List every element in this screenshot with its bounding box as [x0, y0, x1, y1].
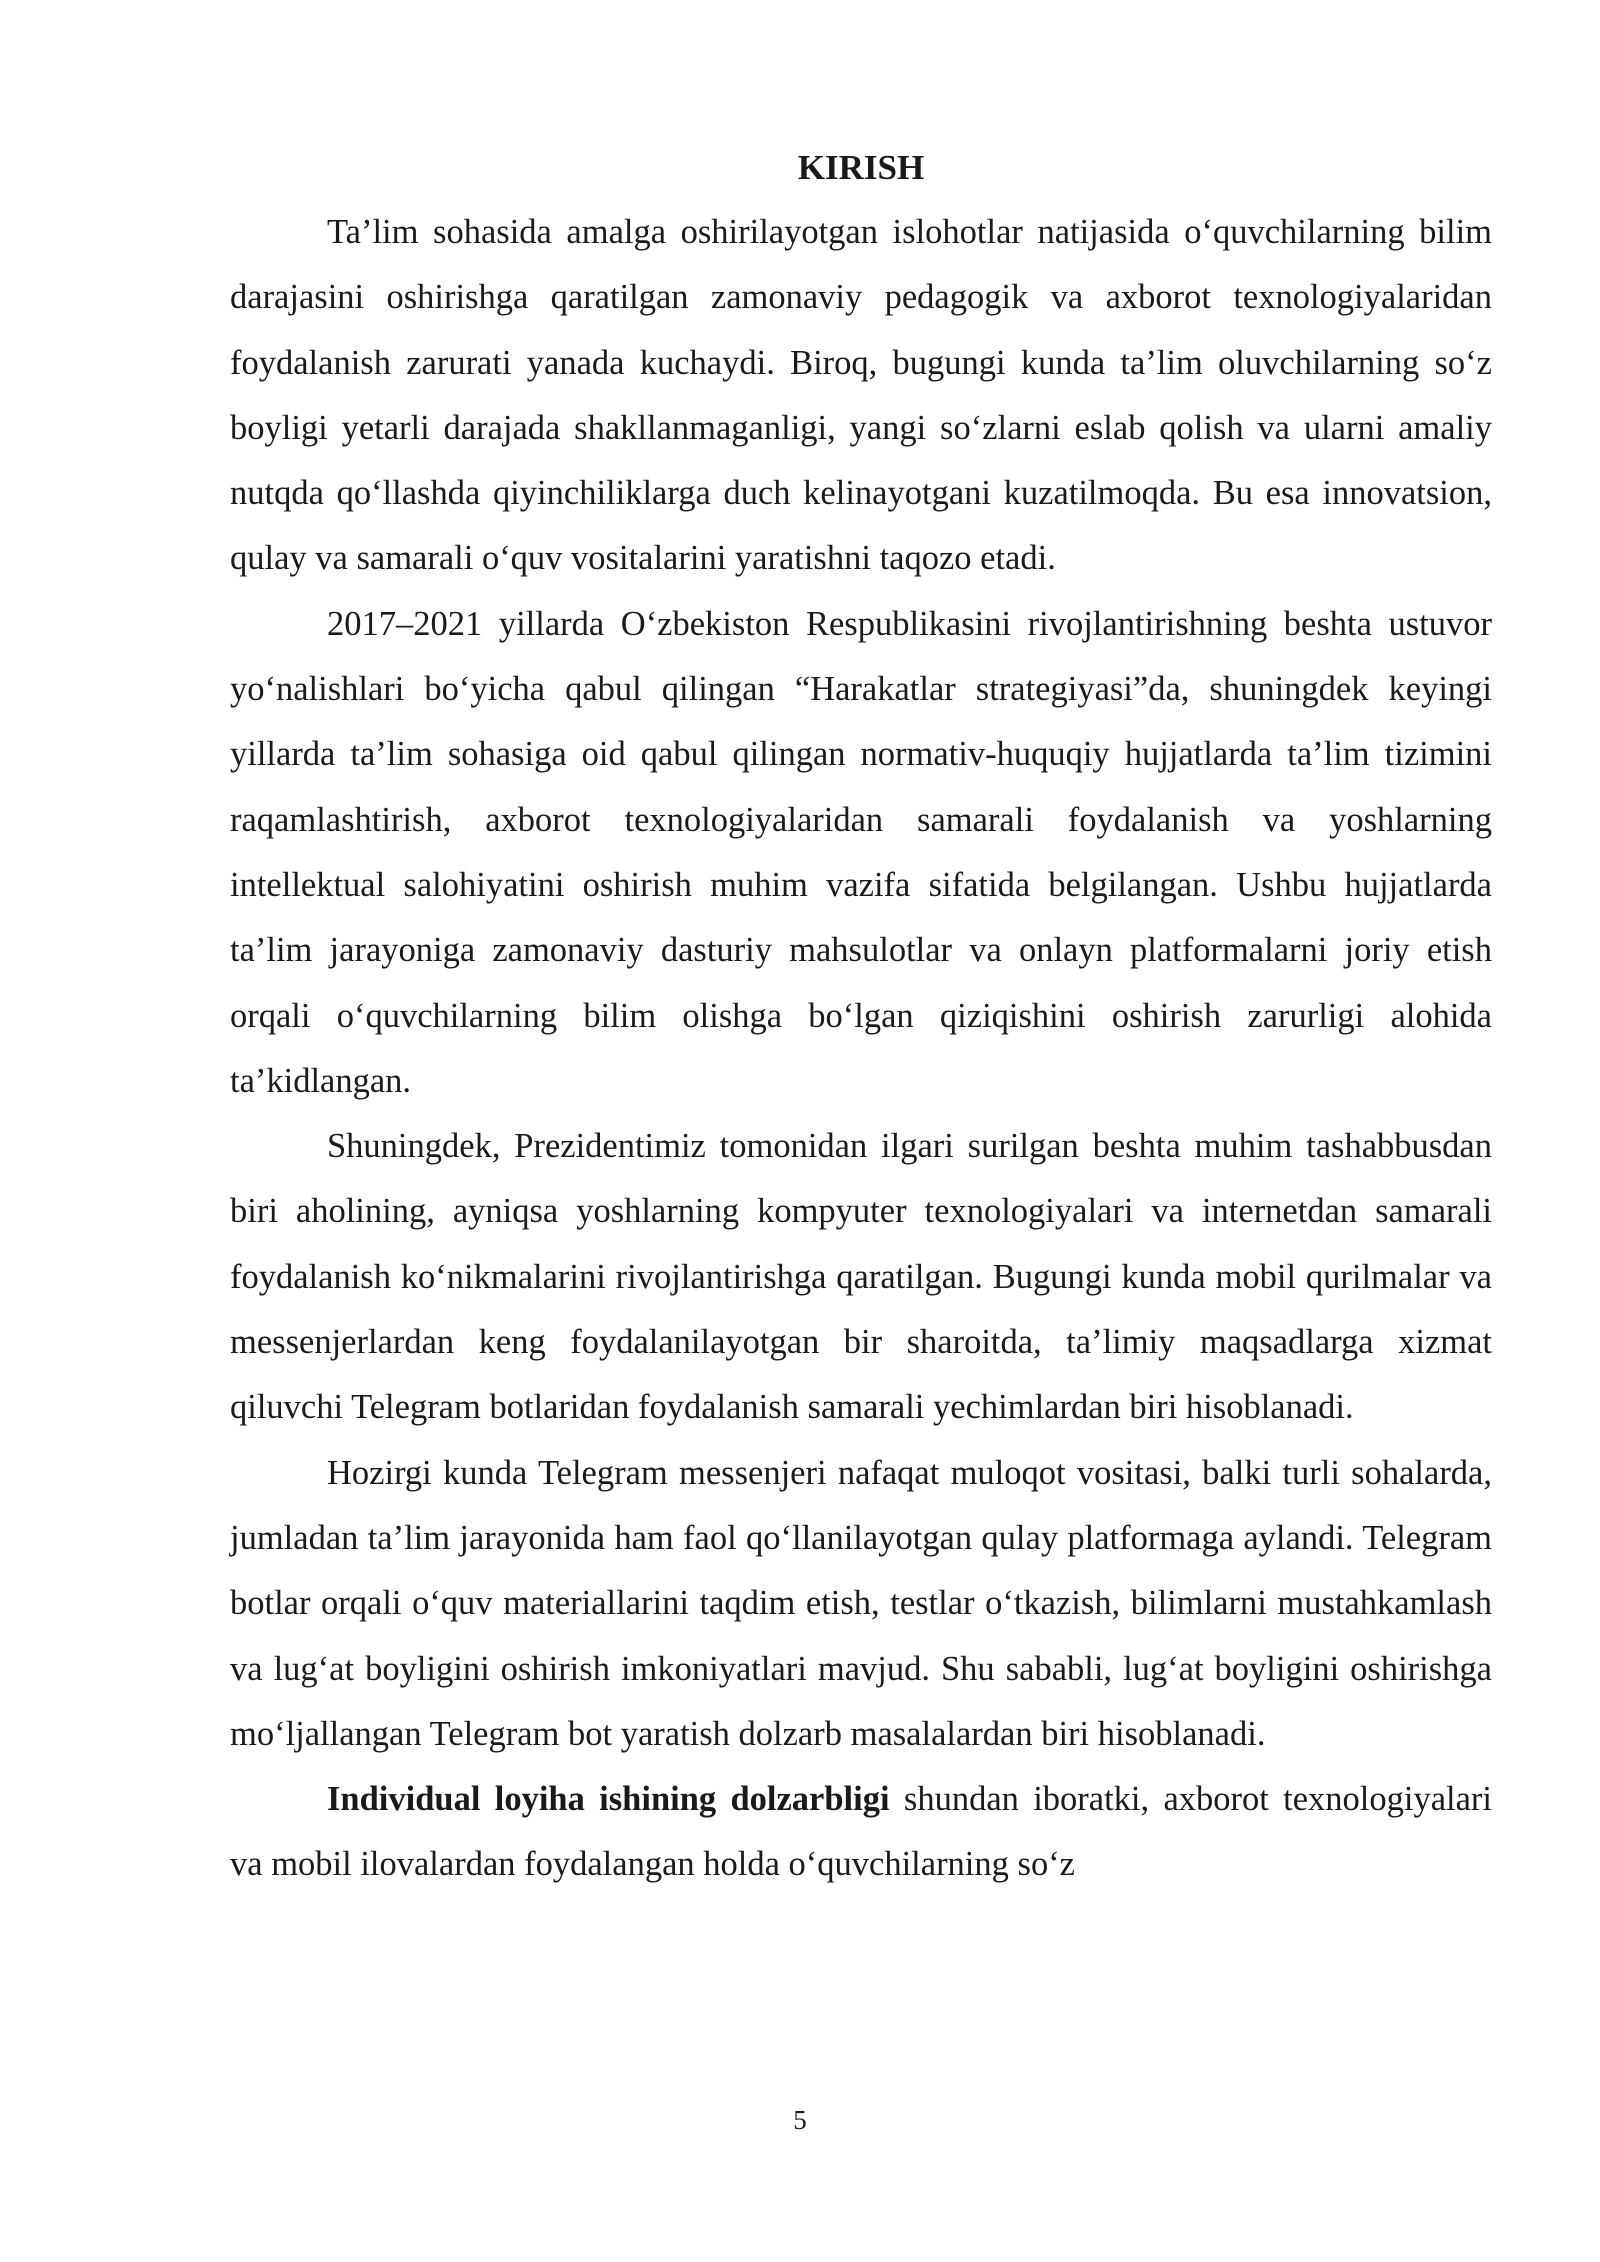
paragraph-2: 2017–2021 yillarda O‘zbekiston Respublikasini rivojlantirishning beshta ustuvor yo‘nalishlari bo‘yicha qabul qilingan “Harakatlar strategiyasi”da, shuningdek keyingi yillarda ta’lim sohasiga oid qabul qilingan normativ-huquqiy hujjatlarda ta’lim tizimini raqamlashtirish, axborot texnologiyalaridan samarali foydalanish va yoshlarning intellektual salohiyatini oshirish muhim vazifa sifatida belgilangan. Ushbu hujjatlarda ta’lim jarayoniga zamonaviy dasturiy mahsulotlar va onlayn platformalarni joriy etish orqali o‘quvchilarning bilim olishga bo‘lgan qiziqishini oshirish zarurligi alohida ta’kidlangan. — [230, 604, 1492, 1100]
relevance-bold-lead: Individual loyiha ishining dolzarbligi — [327, 1780, 890, 1819]
page-number: 5 — [793, 2105, 807, 2135]
paragraph-1: Ta’lim sohasida amalga oshirilayotgan islohotlar natijasida o‘quvchilarning bilim darajasini oshirishga qaratilgan zamonaviy pedagogik va axborot texnologiyalaridan foydalanish zarurati yanada kuchaydi. Biroq, bugungi kunda ta’lim oluvchilarning so‘z boyligi yetarli darajada shakllanmaganligi, yangi so‘zlarni eslab qolish va ularni amaliy nutqda qo‘llashda qiyinchiliklarga duch kelinayotgani kuzatilmoqda. Bu esa innovatsion, qulay va samarali o‘quv vositalarini yaratishni taqozo etadi. — [230, 213, 1492, 578]
paragraph-5-text: shundan iboratki, axborot texnologiyalari va mobil ilovalardan foydalangan holda o‘quvchilarning so‘z — [230, 1780, 1492, 1884]
paragraph-5 — [230, 1767, 1492, 1898]
paragraph-3: Shuningdek, Prezidentimiz tomonidan ilgari surilgan beshta muhim tashabbusdan biri aholining, ayniqsa yoshlarning kompyuter texnologiyalari va internetdan samarali foydalanish ko‘nikmalarini rivojlantirishga qaratilgan. Bugungi kunda mobil qurilmalar va messenjerlardan keng foydalanilayotgan bir sharoitda, ta’limiy maqsadlarga xizmat qiluvchi Telegram botlaridan foydalanish samarali yechimlardan biri hisoblanadi. — [230, 1127, 1492, 1427]
document-page — [230, 135, 1492, 1898]
paragraph-4: Hozirgi kunda Telegram messenjeri nafaqat muloqot vositasi, balki turli sohalarda, jumladan ta’lim jarayonida ham faol qo‘llanilayotgan qulay platformaga aylandi. Telegram botlar orqali o‘quv materiallarini taqdim etish, testlar o‘tkazish, bilimlarni mustahkamlash va lug‘at boyligini oshirish imkoniyatlari mavjud. Shu sababli, lug‘at boyligini oshirishga mo‘ljallangan Telegram bot yaratish dolzarb masalalardan biri hisoblanadi. — [230, 1453, 1492, 1753]
section-heading: KIRISH — [797, 148, 925, 187]
